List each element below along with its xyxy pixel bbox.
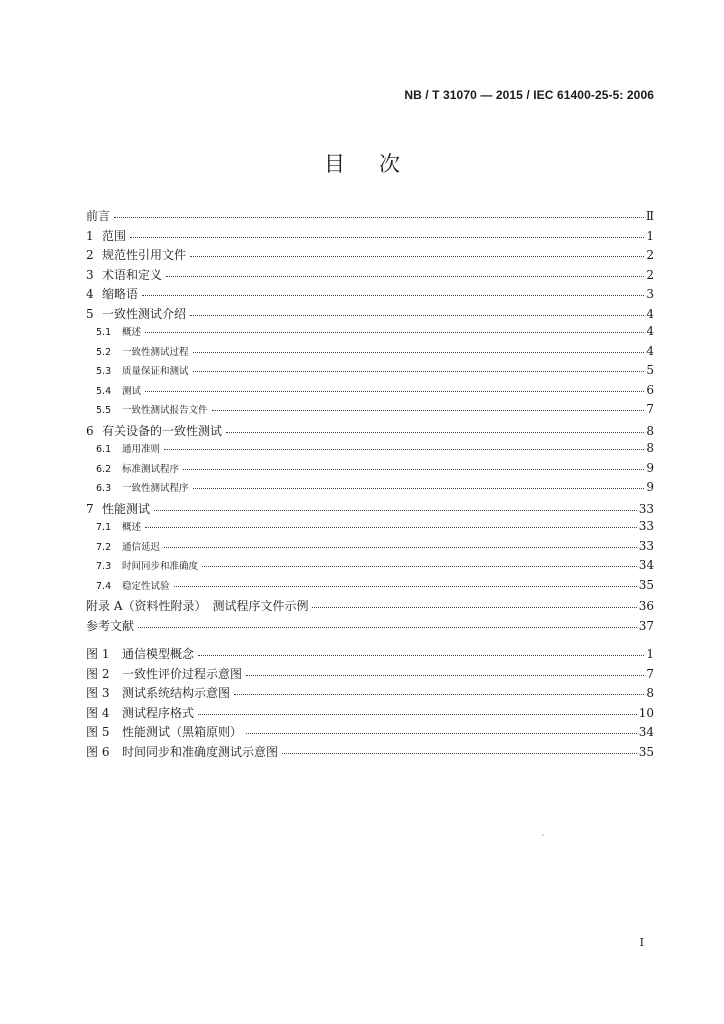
entry-number: 5.2 [96, 346, 112, 358]
dot-leader [212, 400, 644, 411]
dot-leader [164, 439, 644, 450]
entry-label: 质量保证和测试 [122, 366, 189, 377]
dot-leader [145, 381, 644, 392]
entry-label: 标准测试程序 [122, 463, 180, 475]
entry-page-number: 33 [638, 519, 654, 533]
dot-leader [166, 266, 644, 277]
dot-leader [198, 704, 637, 715]
entry-label: 稳定性试验 [122, 580, 170, 592]
figure-entry[interactable] [86, 743, 654, 763]
toc-entry[interactable] [86, 402, 654, 422]
entry-page-number: 9 [646, 480, 654, 494]
entry-label: 有关设备的一致性测试 [102, 423, 223, 438]
entry-number: 6.1 [96, 444, 112, 455]
toc-entry[interactable] [86, 227, 654, 247]
entry-page-number: 2 [646, 267, 654, 282]
entry-label: 一致性测试报告文件 [122, 405, 208, 416]
entry-label: 参考文献 [86, 618, 135, 633]
dot-leader [193, 342, 644, 353]
entry-number: 6 [86, 423, 94, 438]
entry-label: 规范性引用文件 [102, 248, 187, 262]
entry-label: 范围 [102, 228, 127, 243]
entry-number: 3 [86, 267, 94, 282]
toc-entry[interactable] [86, 285, 654, 305]
entry-label: 通信延迟 [122, 541, 161, 553]
figure-entry[interactable] [86, 684, 654, 704]
entry-label: 一致性测试过程 [122, 346, 189, 358]
entry-page-number: 34 [638, 725, 654, 739]
figure-entry[interactable] [86, 704, 654, 724]
entry-label: 前言 [86, 209, 111, 223]
figure-entry[interactable] [86, 723, 654, 743]
entry-label: 概述 [122, 522, 142, 533]
entry-page-number: 10 [638, 705, 654, 720]
entry-number: 图 4 [86, 705, 110, 720]
dot-leader [234, 684, 644, 695]
entry-page-number: 9 [646, 460, 654, 475]
entry-label: 性能测试（黑箱原则） [122, 725, 243, 739]
dot-leader [145, 517, 637, 528]
entry-page-number: 33 [638, 501, 654, 516]
toc-entry[interactable] [86, 597, 654, 617]
figure-list [86, 645, 654, 762]
entry-number: 7.4 [96, 580, 112, 592]
page-title: 目次 [324, 152, 434, 176]
entry-number: 图 6 [86, 744, 110, 759]
entry-number: 5.1 [96, 327, 112, 338]
entry-label: 通用准则 [122, 444, 161, 455]
entry-page-number: 35 [638, 744, 654, 759]
entry-page-number: 4 [646, 343, 654, 358]
dot-leader [164, 537, 637, 548]
entry-page-number: 6 [646, 382, 654, 397]
dot-leader [145, 322, 644, 333]
dot-leader [198, 645, 644, 656]
entry-page-number: 1 [646, 647, 654, 661]
entry-page-number: 8 [646, 423, 654, 438]
dot-leader [114, 207, 644, 218]
entry-number: 7.1 [96, 522, 112, 533]
dot-leader [190, 305, 644, 316]
entry-page-number: 3 [646, 287, 654, 301]
dot-leader [130, 227, 644, 238]
entry-number: 1 [86, 228, 94, 243]
entry-number: 6.3 [96, 483, 112, 494]
entry-page-number: 7 [646, 402, 654, 416]
entry-page-number: 4 [646, 306, 654, 321]
standard-code-header: NB / T 31070 — 2015 / IEC 61400-25-5: 2006 [404, 88, 654, 102]
entry-label: 时间同步和准确度 [122, 561, 199, 572]
dot-leader [282, 743, 637, 754]
entry-number: 图 1 [86, 647, 110, 661]
entry-number: 5.4 [96, 385, 112, 397]
entry-page-number: 5 [646, 363, 654, 377]
entry-label: 概述 [122, 327, 142, 338]
entry-number: 7.2 [96, 541, 112, 553]
dot-leader [226, 422, 644, 433]
dot-leader [246, 723, 637, 734]
dot-leader [138, 617, 637, 628]
toc-entry[interactable] [86, 246, 654, 266]
table-of-contents [86, 207, 654, 636]
toc-entry[interactable] [86, 578, 654, 598]
entry-label: 一致性测试介绍 [102, 306, 187, 321]
toc-entry[interactable] [86, 207, 654, 227]
toc-entry[interactable] [86, 617, 654, 637]
entry-label: 一致性测试程序 [122, 483, 189, 494]
toc-entry[interactable] [86, 480, 654, 500]
entry-label: 测试 [122, 385, 142, 397]
figure-entry[interactable] [86, 645, 654, 665]
entry-number: 2 [86, 248, 94, 262]
entry-page-number: 7 [646, 666, 654, 681]
dot-leader [154, 500, 637, 511]
scan-speck [542, 834, 544, 836]
entry-page-number: 2 [646, 248, 654, 262]
entry-page-number: Ⅱ [645, 209, 654, 223]
entry-label: 测试系统结构示意图 [122, 686, 231, 700]
dot-leader [193, 361, 644, 372]
dot-leader [183, 459, 644, 470]
entry-label: 性能测试 [102, 501, 151, 516]
entry-page-number: 8 [646, 441, 654, 455]
entry-label: 术语和定义 [102, 267, 163, 282]
entry-label: 时间同步和准确度测试示意图 [122, 744, 279, 759]
dot-leader [312, 597, 636, 608]
entry-page-number: 8 [646, 686, 654, 700]
entry-page-number: 37 [638, 618, 654, 633]
entry-number: 5.5 [96, 405, 112, 416]
dot-leader [174, 576, 637, 587]
figure-entry[interactable] [86, 665, 654, 685]
dot-leader [193, 478, 644, 489]
entry-number: 4 [86, 287, 94, 301]
entry-label: 缩略语 [102, 287, 139, 301]
entry-label: 通信模型概念 [122, 647, 195, 661]
entry-page-number: 36 [638, 599, 654, 613]
entry-number: 图 3 [86, 686, 110, 700]
entry-number: 7 [86, 501, 94, 516]
entry-number: 图 2 [86, 666, 110, 681]
entry-number: 5 [86, 306, 94, 321]
entry-page-number: 4 [646, 324, 654, 338]
entry-number: 图 5 [86, 725, 110, 739]
entry-page-number: 34 [638, 558, 654, 572]
entry-page-number: 35 [638, 577, 654, 592]
dot-leader [142, 285, 644, 296]
entry-number: 7.3 [96, 561, 112, 572]
page-number: I [639, 936, 644, 949]
dot-leader [246, 665, 644, 676]
dot-leader [202, 556, 637, 567]
entry-page-number: 1 [646, 228, 654, 243]
dot-leader [190, 246, 644, 257]
entry-label: 一致性评价过程示意图 [122, 666, 243, 681]
entry-label: 测试程序格式 [122, 705, 195, 720]
entry-number: 5.3 [96, 366, 112, 377]
entry-number: 6.2 [96, 463, 112, 475]
toc-entry[interactable] [86, 266, 654, 286]
entry-page-number: 33 [638, 538, 654, 553]
entry-label: 附录 A（资料性附录） 测试程序文件示例 [86, 599, 309, 613]
